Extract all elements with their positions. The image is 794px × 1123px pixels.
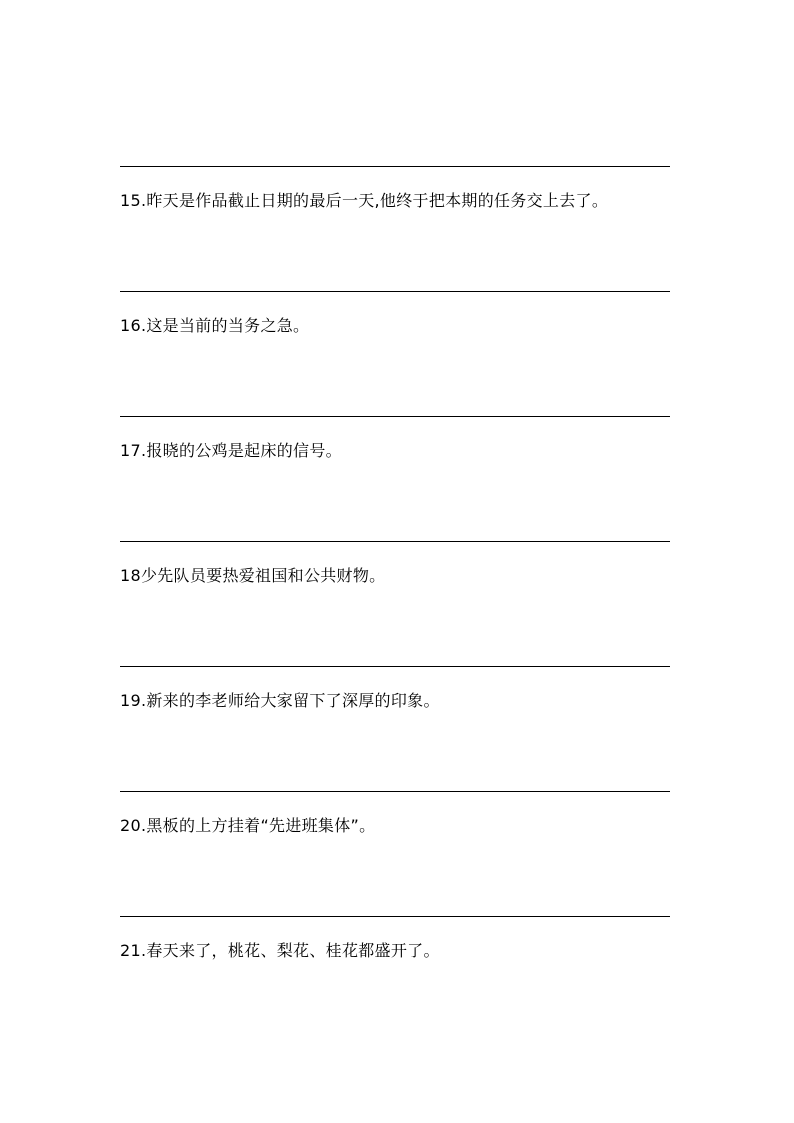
question-16: 16.这是当前的当务之急。 xyxy=(120,316,310,335)
question-18: 18少先队员要热爱祖国和公共财物。 xyxy=(120,566,386,585)
question-19: 19.新来的李老师给大家留下了深厚的印象。 xyxy=(120,691,440,710)
answer-line xyxy=(120,666,670,667)
answer-line xyxy=(120,416,670,417)
question-17: 17.报晓的公鸡是起床的信号。 xyxy=(120,441,342,460)
answer-line xyxy=(120,791,670,792)
question-15: 15.昨天是作品截止日期的最后一天,他终于把本期的任务交上去了。 xyxy=(120,191,609,210)
answer-line xyxy=(120,541,670,542)
answer-line xyxy=(120,291,670,292)
answer-line xyxy=(120,166,670,167)
answer-line xyxy=(120,916,670,917)
question-20: 20.黑板的上方挂着“先进班集体”。 xyxy=(120,816,376,835)
question-21: 21.春天来了，桃花、梨花、桂花都盛开了。 xyxy=(120,941,440,960)
